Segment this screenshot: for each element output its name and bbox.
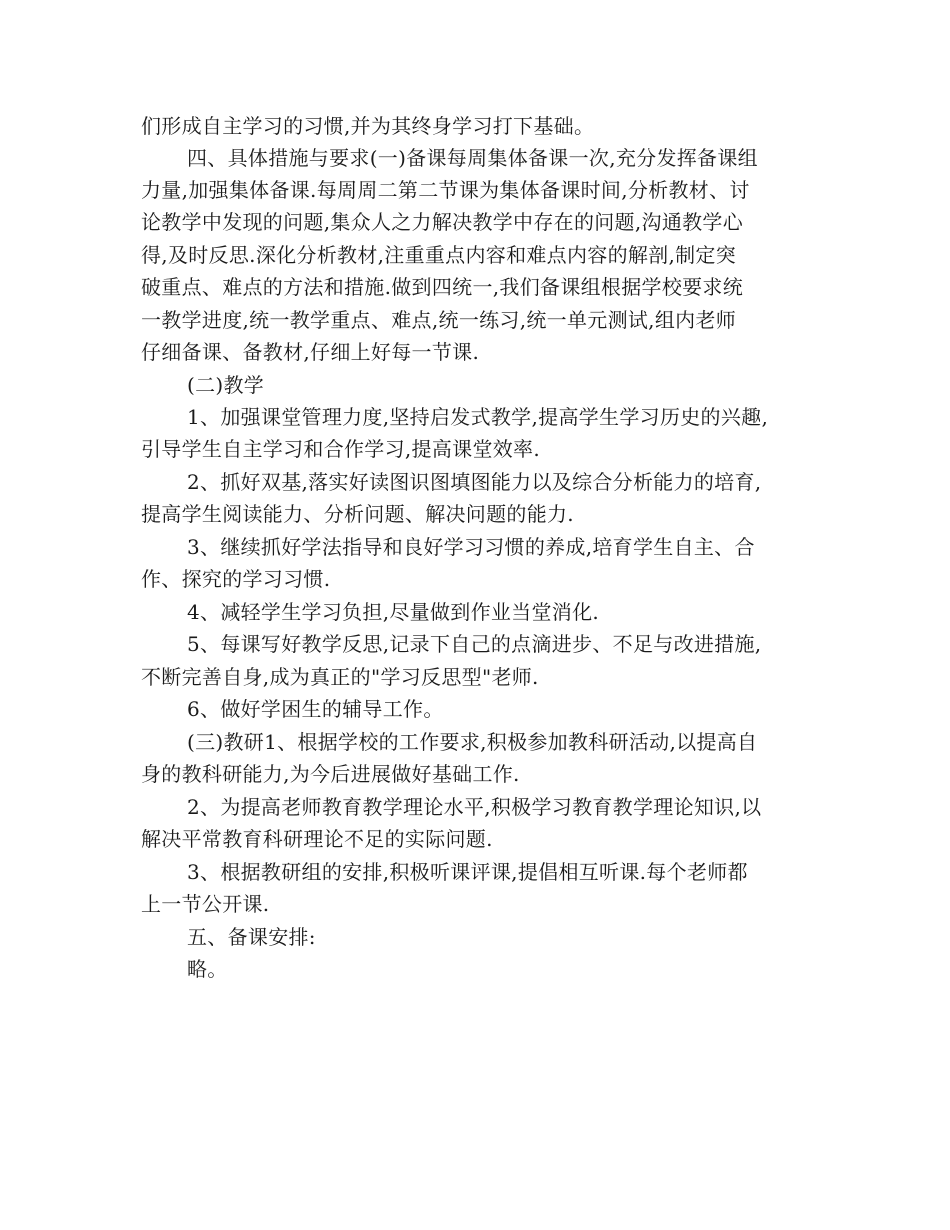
text-line: 论教学中发现的问题,集众人之力解决教学中存在的问题,沟通教学心 <box>141 210 744 234</box>
text-line: 3、根据教研组的安排,积极听课评课,提倡相互听课.每个老师都 <box>187 860 748 884</box>
text-line: 4、减轻学生学习负担,尽量做到作业当堂消化. <box>187 600 600 624</box>
text-line: 身的教科研能力,为今后进展做好基础工作. <box>141 762 520 786</box>
text-line: 破重点、难点的方法和措施.做到四统一,我们备课组根据学校要求统 <box>141 275 744 299</box>
text-line: 不断完善自身,成为真正的"学习反思型"老师. <box>141 665 539 689</box>
text-line: 略。 <box>187 957 228 981</box>
text-line: 一教学进度,统一教学重点、难点,统一练习,统一单元测试,组内老师 <box>141 308 737 332</box>
text-line: 6、做好学困生的辅导工作。 <box>187 697 444 721</box>
text-line: 5、每课写好教学反思,记录下自己的点滴进步、不足与改进措施, <box>187 632 762 656</box>
text-line: 2、抓好双基,落实好读图识图填图能力以及综合分析能力的培育, <box>187 470 762 494</box>
text-line: 四、具体措施与要求(一)备课每周集体备课一次,充分发挥备课组 <box>187 146 758 170</box>
text-line: 解决平常教育科研理论不足的实际问题. <box>141 827 493 851</box>
text-line: 引导学生自主学习和合作学习,提高课堂效率. <box>141 437 541 461</box>
text-line: 提高学生阅读能力、分析问题、解决问题的能力. <box>141 502 574 526</box>
text-line: 上一节公开课. <box>141 892 270 916</box>
section-heading: 五、备课安排: <box>187 925 316 949</box>
text-line: 2、为提高老师教育教学理论水平,积极学习教育教学理论知识,以 <box>187 795 762 819</box>
section-heading: (二)教学 <box>187 373 265 397</box>
text-line: 作、探究的学习习惯. <box>141 567 331 591</box>
text-line: 仔细备课、备教材,仔细上好每一节课. <box>141 340 480 364</box>
text-line: 力量,加强集体备课.每周周二第二节课为集体备课时间,分析教材、讨 <box>141 178 750 202</box>
text-line: 们形成自主学习的习惯,并为其终身学习打下基础。 <box>141 114 595 138</box>
text-line: (三)教研1、根据学校的工作要求,积极参加教科研活动,以提高自 <box>187 730 758 754</box>
text-line: 3、继续抓好学法指导和良好学习习惯的养成,培育学生自主、合 <box>187 535 755 559</box>
text-line: 1、加强课堂管理力度,坚持启发式教学,提高学生学习历史的兴趣, <box>187 405 769 429</box>
text-line: 得,及时反思.深化分析教材,注重重点内容和难点内容的解剖,制定突 <box>141 243 737 267</box>
